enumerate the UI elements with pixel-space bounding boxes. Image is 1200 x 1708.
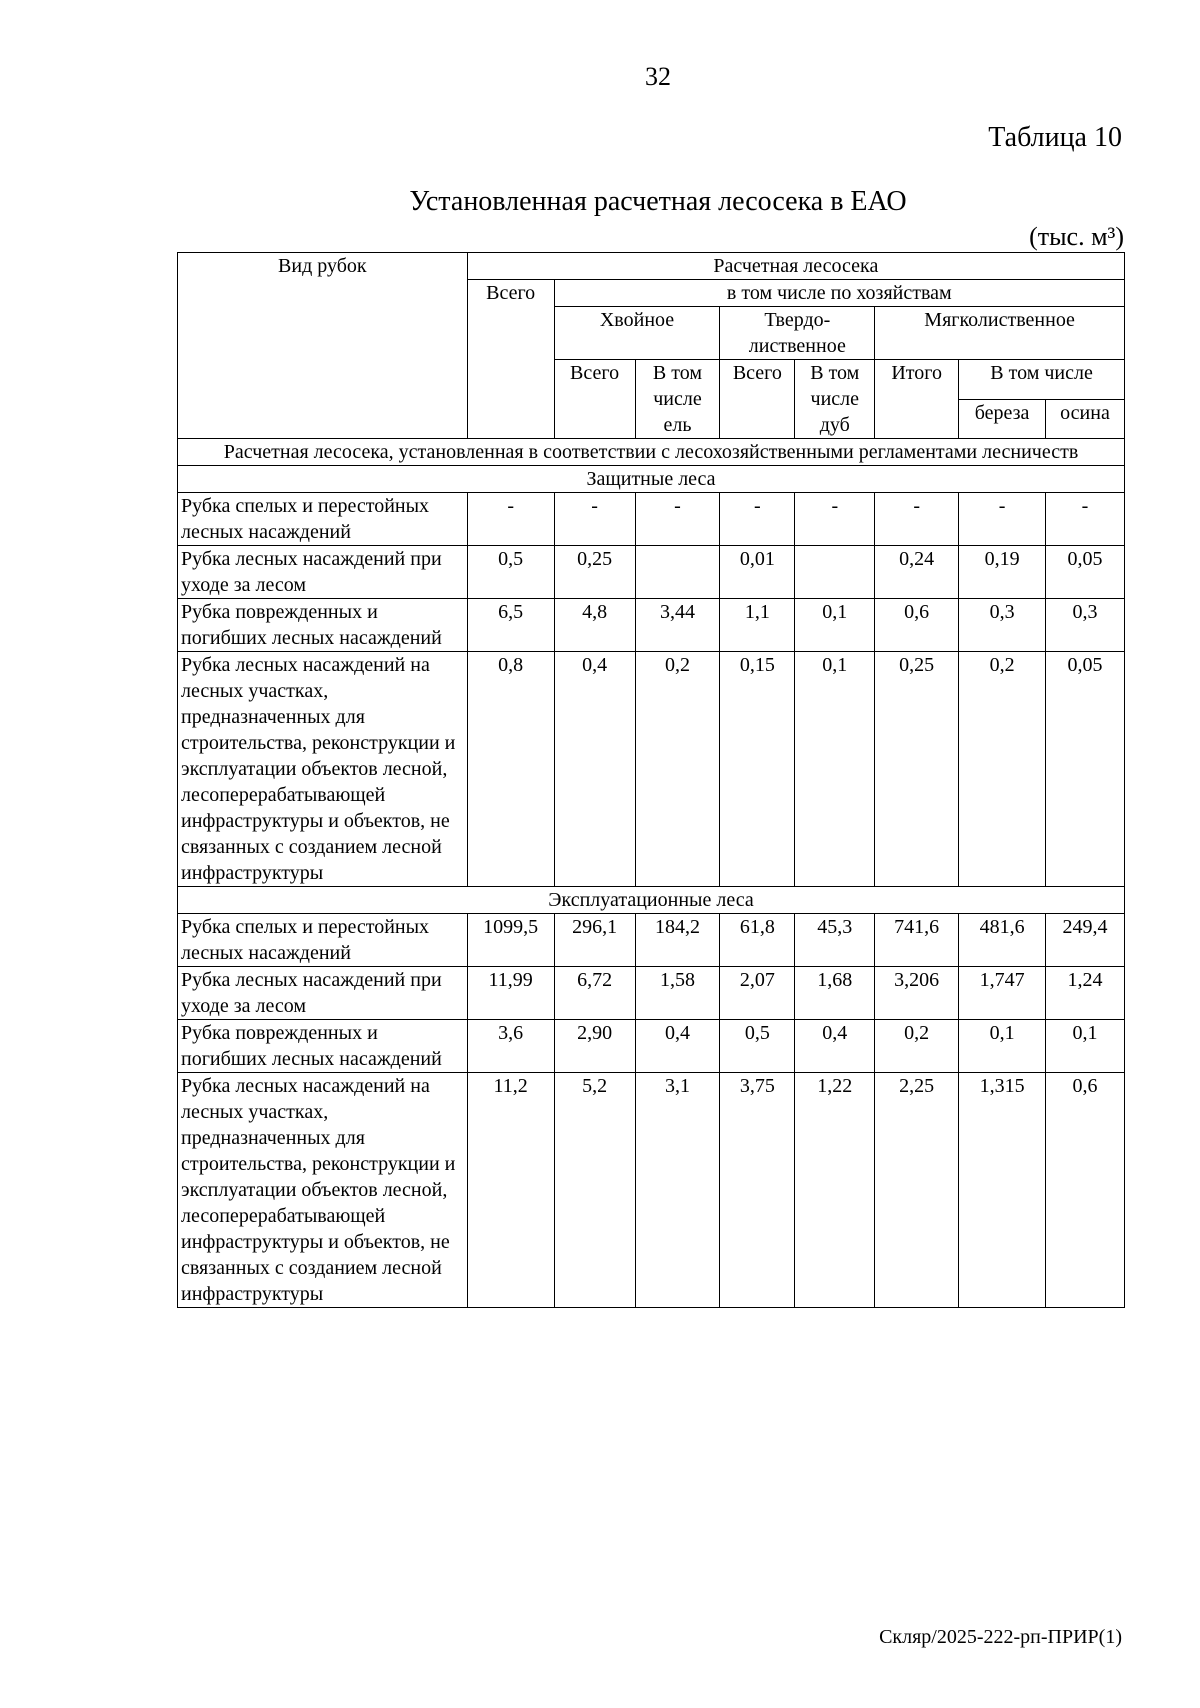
row-name: Рубка лесных насаждений при уходе за лесом <box>178 967 468 1020</box>
cell-value: 0,3 <box>1046 599 1125 652</box>
row-name: Рубка спелых и перестойных лесных насаждений <box>178 493 468 546</box>
cell-value: 0,25 <box>875 652 959 887</box>
cell-value: 2,07 <box>720 967 795 1020</box>
header-myagko: Мягколиственное <box>875 307 1125 360</box>
header-po-hozyaystvam: в том числе по хозяйствам <box>554 280 1124 307</box>
cell-value: 249,4 <box>1046 914 1125 967</box>
cell-value: - <box>720 493 795 546</box>
cell-value: 1099,5 <box>467 914 554 967</box>
cell-value: 0,25 <box>554 546 635 599</box>
cell-value: 0,3 <box>959 599 1046 652</box>
header-vid-rubok: Вид рубок <box>178 253 468 439</box>
cell-value <box>795 546 875 599</box>
cell-value: 3,1 <box>635 1073 720 1308</box>
cell-value: 0,24 <box>875 546 959 599</box>
cell-value: 0,01 <box>720 546 795 599</box>
cell-value: 6,72 <box>554 967 635 1020</box>
header-hvoynoe: Хвойное <box>554 307 720 360</box>
cell-value: 1,1 <box>720 599 795 652</box>
cell-value: 0,05 <box>1046 546 1125 599</box>
cell-value: 0,8 <box>467 652 554 887</box>
cell-value: 0,05 <box>1046 652 1125 887</box>
cell-value: 184,2 <box>635 914 720 967</box>
table-row <box>178 1020 1125 1073</box>
page-number: 32 <box>645 62 671 91</box>
cell-value: 0,2 <box>635 652 720 887</box>
cell-value: 1,24 <box>1046 967 1125 1020</box>
cell-value: 1,747 <box>959 967 1046 1020</box>
table-row <box>178 1073 1125 1308</box>
table-row <box>178 652 1125 887</box>
header-bereza: береза <box>959 399 1046 439</box>
table-label: Таблица 10 <box>988 122 1122 153</box>
cell-value: 2,90 <box>554 1020 635 1073</box>
cell-value: 0,4 <box>635 1020 720 1073</box>
cell-value: 0,2 <box>959 652 1046 887</box>
cell-value: 3,44 <box>635 599 720 652</box>
cell-value: 2,25 <box>875 1073 959 1308</box>
table-row <box>178 599 1125 652</box>
footer-document-code: Скляр/2025-222-рп-ПРИР(1) <box>879 1626 1122 1648</box>
cell-value: 1,58 <box>635 967 720 1020</box>
cell-value: 296,1 <box>554 914 635 967</box>
header-vsego: Всего <box>467 280 554 439</box>
section-exploitation: Эксплуатационные леса <box>178 887 1125 914</box>
header-hv-vsego: Всего <box>554 360 635 439</box>
cell-value: 6,5 <box>467 599 554 652</box>
cell-value: 0,15 <box>720 652 795 887</box>
cell-value: - <box>554 493 635 546</box>
cell-value: 1,22 <box>795 1073 875 1308</box>
cell-value: 1,68 <box>795 967 875 1020</box>
header-osina: осина <box>1046 399 1125 439</box>
cell-value: 45,3 <box>795 914 875 967</box>
table-row <box>178 493 1125 546</box>
cell-value: 0,1 <box>1046 1020 1125 1073</box>
header-tv-dub: В том числе дуб <box>795 360 875 439</box>
document-title: Установленная расчетная лесосека в ЕАО <box>409 186 907 217</box>
header-v-tom-chisle: В том числе <box>959 360 1125 400</box>
cell-value: 0,5 <box>467 546 554 599</box>
row-name: Рубка поврежденных и погибших лесных насаждений <box>178 599 468 652</box>
section-main: Расчетная лесосека, установленная в соответствии с лесохозяйственными регламентами лесничеств <box>178 439 1125 466</box>
cell-value: 0,1 <box>795 599 875 652</box>
cell-value: 0,4 <box>554 652 635 887</box>
header-itogo: Итого <box>875 360 959 439</box>
cell-value: - <box>467 493 554 546</box>
cell-value: 481,6 <box>959 914 1046 967</box>
cell-value: - <box>1046 493 1125 546</box>
cell-value: 0,6 <box>875 599 959 652</box>
section-protective: Защитные леса <box>178 466 1125 493</box>
row-name: Рубка лесных насаждений на лесных участках, предназначенных для строительства, реконструкции и эксплуатации объектов лесной, лесоперерабатывающей инфраструктуры и объектов, не связанных с созданием лесной инфраструктуры <box>178 652 468 887</box>
table-row <box>178 546 1125 599</box>
cell-value: 0,5 <box>720 1020 795 1073</box>
forest-cutting-table <box>177 252 1125 1308</box>
cell-value: - <box>795 493 875 546</box>
header-tv-vsego: Всего <box>720 360 795 439</box>
cell-value: 5,2 <box>554 1073 635 1308</box>
cell-value: 0,1 <box>795 652 875 887</box>
row-name: Рубка лесных насаждений при уходе за лесом <box>178 546 468 599</box>
cell-value: - <box>635 493 720 546</box>
cell-value: 3,75 <box>720 1073 795 1308</box>
cell-value: 1,315 <box>959 1073 1046 1308</box>
cell-value: 741,6 <box>875 914 959 967</box>
cell-value: 0,19 <box>959 546 1046 599</box>
cell-value: 4,8 <box>554 599 635 652</box>
row-name: Рубка лесных насаждений на лесных участках, предназначенных для строительства, реконструкции и эксплуатации объектов лесной, лесоперерабатывающей инфраструктуры и объектов, не связанных с созданием лесной инфраструктуры <box>178 1073 468 1308</box>
table-row <box>178 914 1125 967</box>
cell-value: 3,6 <box>467 1020 554 1073</box>
cell-value: 3,206 <box>875 967 959 1020</box>
header-hv-el: В том числе ель <box>635 360 720 439</box>
cell-value: - <box>875 493 959 546</box>
header-tverdo: Твердо-лиственное <box>720 307 875 360</box>
cell-value: 0,1 <box>959 1020 1046 1073</box>
cell-value: 61,8 <box>720 914 795 967</box>
cell-value: 0,2 <box>875 1020 959 1073</box>
row-name: Рубка поврежденных и погибших лесных насаждений <box>178 1020 468 1073</box>
unit-label: (тыс. м³) <box>1029 222 1124 251</box>
table-row <box>178 967 1125 1020</box>
cell-value <box>635 546 720 599</box>
row-name: Рубка спелых и перестойных лесных насаждений <box>178 914 468 967</box>
header-raschetnaya: Расчетная лесосека <box>467 253 1124 280</box>
cell-value: - <box>959 493 1046 546</box>
cell-value: 11,2 <box>467 1073 554 1308</box>
cell-value: 11,99 <box>467 967 554 1020</box>
cell-value: 0,4 <box>795 1020 875 1073</box>
cell-value: 0,6 <box>1046 1073 1125 1308</box>
